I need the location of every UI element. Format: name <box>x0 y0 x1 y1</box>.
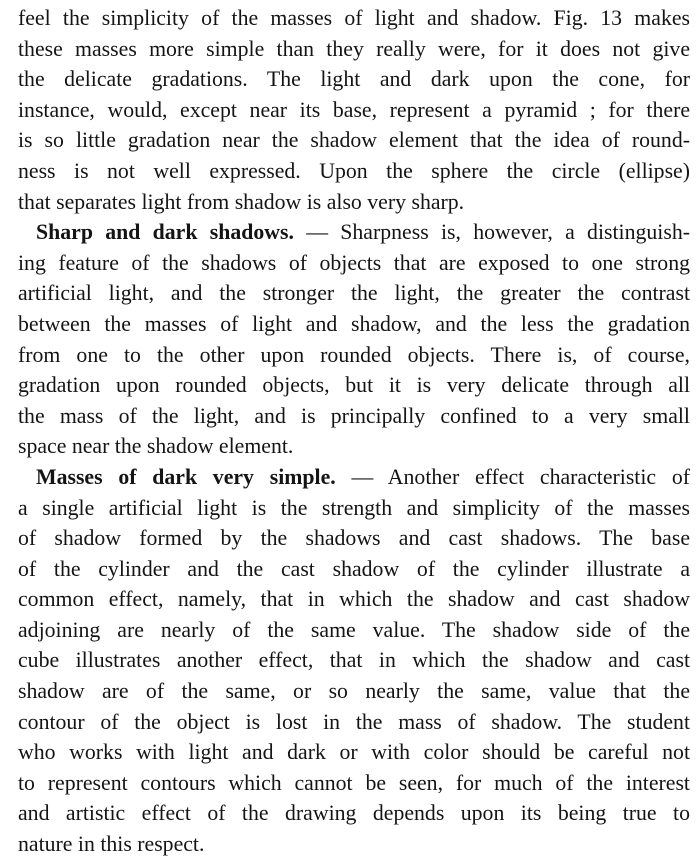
text-line: from one to the other upon rounded objects. There is, of course, <box>18 342 690 367</box>
text-line: contour of the object is lost in the mass of shadow. The student <box>18 709 690 734</box>
text-line: feel the simplicity of the masses of light and shadow. Fig. 13 makes <box>18 6 690 30</box>
text-line: space near the shadow element. <box>18 434 294 459</box>
text-line: adjoining are nearly of the same value. The shadow side of the <box>18 617 690 642</box>
text-line: ing feature of the shadows of objects that are exposed to one strong <box>18 250 690 275</box>
text-line: common effect, namely, that in which the shadow and cast shadow <box>18 587 690 612</box>
text-line: to represent contours which cannot be seen, for much of the interest <box>18 770 690 795</box>
text-line: these masses more simple than they really were, for it does not give <box>18 36 690 61</box>
text-line: of shadow formed by the shadows and cast shadows. The base <box>18 526 690 551</box>
text-line: artificial light, and the stronger the light, the greater the contrast <box>18 281 690 306</box>
text-line: nature in this respect. <box>18 832 205 857</box>
text-line: who works with light and dark or with color should be careful not <box>18 740 690 765</box>
text-line: and artistic effect of the drawing depends upon its being true to <box>18 801 690 826</box>
text-line: between the masses of light and shadow, and the less the gradation <box>18 311 690 336</box>
text-line <box>18 462 690 493</box>
paragraph-continuation <box>18 3 690 217</box>
text-line: of the cylinder and the cast shadow of the cylinder illustrate a <box>18 556 690 581</box>
paragraph-heading: Sharp and dark shadows. <box>36 220 294 245</box>
heading-line-text: — Sharpness is, however, a distinguish- <box>293 220 690 245</box>
paragraph-masses-of-dark <box>18 462 690 860</box>
text-line: is so little gradation near the shadow element that the idea of round- <box>18 128 690 153</box>
text-line: cube illustrates another effect, that in which the shadow and cast <box>18 648 690 673</box>
text-line: gradation upon rounded objects, but it is very delicate through all <box>18 373 690 398</box>
paragraph-sharp-shadows <box>18 217 690 462</box>
text-line <box>18 217 690 248</box>
text-line: that separates light from shadow is also very sharp. <box>18 189 465 214</box>
text-line: shadow are of the same, or so nearly the same, value that the <box>18 679 690 704</box>
paragraph-heading: Masses of dark very simple. <box>36 464 336 489</box>
heading-line-text: — Another effect characteristic of <box>335 464 690 489</box>
text-line: the mass of the light, and is principally confined to a very small <box>18 403 690 428</box>
text-line: the delicate gradations. The light and dark upon the cone, for <box>18 67 690 92</box>
text-line: ness is not well expressed. Upon the sphere the circle (ellipse) <box>18 158 690 183</box>
text-line: a single artificial light is the strength and simplicity of the masses <box>18 495 690 520</box>
text-line: instance, would, except near its base, represent a pyramid ; for there <box>18 97 690 122</box>
